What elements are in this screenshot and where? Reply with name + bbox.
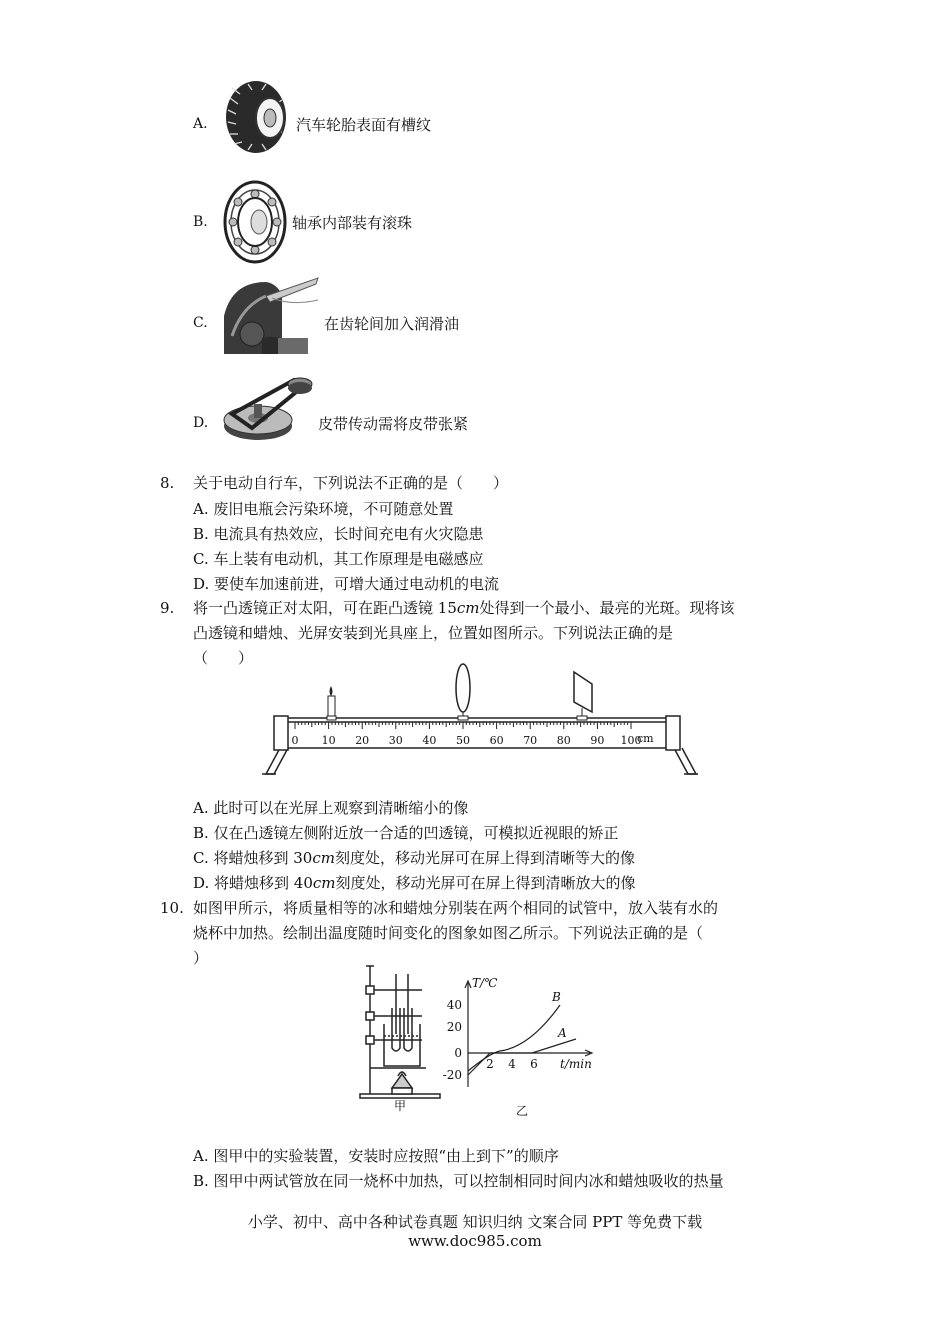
tire-icon bbox=[222, 80, 292, 154]
option-d: D. 要使车加速前进，可增大通过电动机的电流 bbox=[193, 575, 500, 593]
bench-tick-label: 50 bbox=[456, 734, 470, 747]
footer-line1: 小学、初中、高中各种试卷真题 知识归纳 文案合同 PPT 等免费下载 bbox=[247, 1213, 703, 1231]
heating-apparatus-figure bbox=[356, 964, 446, 1114]
graph-x-tick-label: 2 bbox=[486, 1057, 494, 1071]
option-letter: A. bbox=[193, 116, 208, 132]
question-number: 9. bbox=[160, 599, 175, 617]
curve-label-b: B bbox=[552, 990, 561, 1004]
graph-x-tick-label: 4 bbox=[508, 1057, 516, 1071]
bench-tick-label: 20 bbox=[355, 734, 370, 747]
option-text: 皮带传动需将皮带张紧 bbox=[318, 415, 469, 433]
fig-label-yi: 乙 bbox=[516, 1104, 529, 1118]
bench-tick-label: 100 bbox=[620, 734, 642, 747]
option-c: C. 车上装有电动机，其工作原理是电磁感应 bbox=[193, 550, 484, 568]
graph-x-tick-label: 6 bbox=[530, 1057, 538, 1071]
question-stem-line1: 将一凸透镜正对太阳，可在距凸透镜 15cm处得到一个最小、最亮的光斑。现将该 bbox=[193, 599, 735, 617]
option-a: A. 废旧电瓶会污染环境，不可随意处置 bbox=[193, 500, 454, 518]
option-letter: B. bbox=[193, 214, 208, 230]
convex-lens-icon bbox=[456, 664, 470, 720]
bench-tick-label: 30 bbox=[388, 734, 403, 747]
bench-tick-label: 0 bbox=[291, 734, 299, 747]
option-d: D. 将蜡烛移到 40cm刻度处，移动光屏可在屏上得到清晰放大的像 bbox=[193, 874, 636, 892]
question-stem-line3: ） bbox=[193, 949, 209, 967]
bench-tick-label: 90 bbox=[590, 734, 605, 747]
option-letter: D. bbox=[193, 415, 209, 431]
graph-y-ticks bbox=[443, 998, 462, 1082]
option-c: C. 将蜡烛移到 30cm刻度处，移动光屏可在屏上得到清晰等大的像 bbox=[193, 849, 635, 867]
bench-unit: cm bbox=[637, 732, 654, 745]
graph-y-tick-label: 40 bbox=[446, 998, 462, 1012]
graph-y-tick-label: 0 bbox=[454, 1046, 462, 1060]
question-number: 10. bbox=[160, 899, 184, 917]
graph-y-axis-label: T/℃ bbox=[472, 976, 498, 990]
bench-tick-label: 70 bbox=[523, 734, 538, 747]
temperature-graph bbox=[440, 975, 610, 1125]
curve-label-a: A bbox=[558, 1026, 567, 1040]
question-stem-line2: 烧杯中加热。绘制出温度随时间变化的图象如图乙所示。下列说法正确的是（ bbox=[193, 924, 704, 942]
bench-tick-label: 80 bbox=[556, 734, 571, 747]
gear-oil-icon bbox=[222, 276, 320, 356]
bearing-icon bbox=[222, 178, 288, 266]
option-b: B. 电流具有热效应，长时间充电有火灾隐患 bbox=[193, 525, 484, 543]
option-text: 在齿轮间加入润滑油 bbox=[324, 315, 460, 333]
footer-link[interactable]: www.doc985.com bbox=[408, 1232, 542, 1250]
fig-label-jia: 甲 bbox=[394, 1099, 407, 1113]
option-a: A. 图甲中的实验装置，安装时应按照“由上到下”的顺序 bbox=[193, 1147, 559, 1165]
graph-y-tick-label: -20 bbox=[442, 1068, 462, 1082]
option-b: B. 图甲中两试管放在同一烧杯中加热，可以控制相同时间内冰和蜡烛吸收的热量 bbox=[193, 1172, 724, 1190]
bench-tick-label: 60 bbox=[489, 734, 504, 747]
question-stem-line3: （ ） bbox=[193, 649, 254, 667]
option-letter: C. bbox=[193, 315, 208, 331]
belt-drive-icon bbox=[222, 374, 318, 454]
option-text: 轴承内部装有滚珠 bbox=[292, 214, 413, 232]
bench-tick-label: 10 bbox=[321, 734, 336, 747]
graph-y-tick-label: 20 bbox=[446, 1020, 462, 1034]
candle-icon bbox=[327, 686, 336, 720]
question-number: 8. bbox=[160, 474, 175, 492]
question-stem: 关于电动自行车，下列说法不正确的是（ ） bbox=[193, 474, 509, 492]
question-stem-line2: 凸透镜和蜡烛、光屏安装到光具座上，位置如图所示。下列说法正确的是 bbox=[193, 624, 674, 642]
light-screen-icon bbox=[574, 672, 592, 720]
option-b: B. 仅在凸透镜左侧附近放一合适的凹透镜，可模拟近视眼的矫正 bbox=[193, 824, 619, 842]
option-a: A. 此时可以在光屏上观察到清晰缩小的像 bbox=[193, 799, 469, 817]
graph-x-axis-label: t/min bbox=[560, 1057, 592, 1071]
question-stem-line1: 如图甲所示，将质量相等的冰和蜡烛分别装在两个相同的试管中，放入装有水的 bbox=[193, 899, 719, 917]
optical-bench-figure bbox=[240, 662, 710, 780]
bench-tick-label: 40 bbox=[422, 734, 437, 747]
option-text: 汽车轮胎表面有槽纹 bbox=[296, 116, 432, 134]
graph-x-ticks bbox=[486, 1057, 538, 1071]
